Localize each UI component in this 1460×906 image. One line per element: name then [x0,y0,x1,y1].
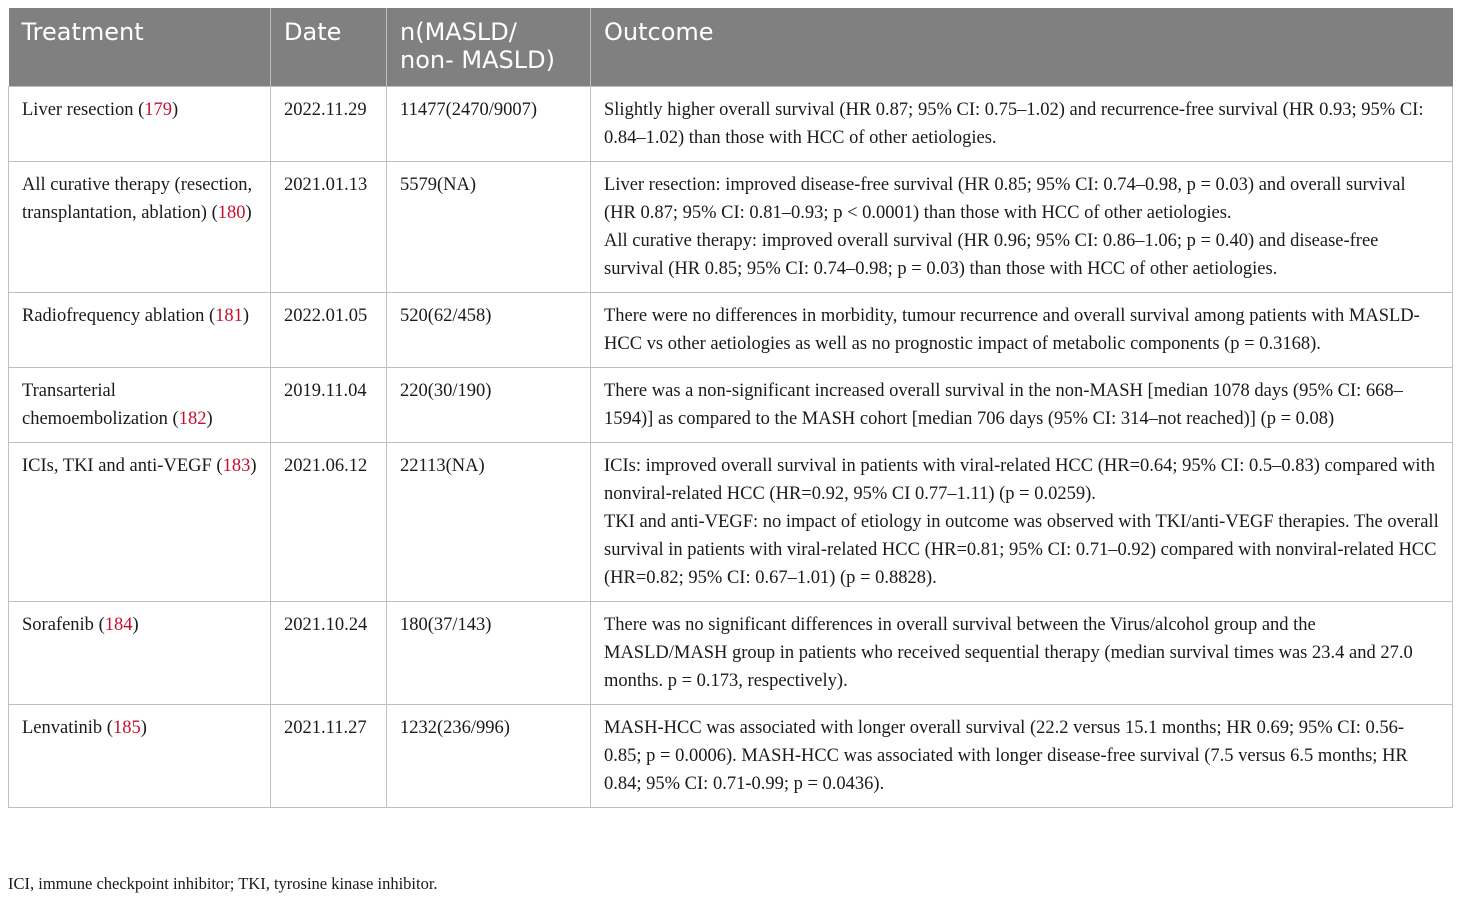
cell-n: 1232(236/996) [387,705,591,808]
table-row [9,293,1453,368]
cell-treatment: Radiofrequency ablation (181) [9,293,271,368]
table-row [9,443,1453,602]
cell-n: 180(37/143) [387,602,591,705]
cell-treatment: Transarterial chemoembolization (182) [9,368,271,443]
cell-outcome [591,368,1453,443]
cell-treatment: Sorafenib (184) [9,602,271,705]
treatment-name: ICIs, TKI and anti-VEGF [22,456,212,476]
outcome-paragraph: There was a non-significant increased overall survival in the non-MASH [median 1078 days (95% CI: 668–1594)] as compared to the MASH cohort [median 706 days (95% CI: 314–not reached)] (p = 0.08) [604,381,1403,429]
table-row [9,162,1453,293]
table-row [9,602,1453,705]
reference-link[interactable]: 183 [222,456,251,476]
table-row [9,368,1453,443]
outcome-paragraph: All curative therapy: improved overall survival (HR 0.96; 95% CI: 0.86–1.06; p = 0.40) and disease-free survival (HR 0.85; 95% CI: 0.74–0.98; p = 0.03) than those with HCC of other aetiologies. [604,231,1379,279]
reference-link[interactable]: 181 [215,306,243,326]
cell-date: 2022.11.29 [271,87,387,162]
reference-link[interactable]: 180 [217,203,246,223]
treatment-name: Liver resection [22,100,134,120]
table-row [9,705,1453,808]
outcome-paragraph: There was no significant differences in overall survival between the Virus/alcohol group and the MASLD/MASH group in patients who received sequential therapy (median survival times was 23.4 and 27.0 months. p = 0.173, respectively). [604,615,1413,691]
cell-outcome [591,162,1453,293]
outcome-paragraph: MASH-HCC was associated with longer overall survival (22.2 versus 15.1 months; HR 0.69; 95% CI: 0.56-0.85; p = 0.0006). MASH-HCC was associated with longer disease-free survival (7.5 versus 6.5 months; HR 0.84; 95% CI: 0.71-0.99; p = 0.0436). [604,718,1408,794]
cell-outcome [591,443,1453,602]
cell-n: 22113(NA) [387,443,591,602]
outcome-paragraph: ICIs: improved overall survival in patients with viral-related HCC (HR=0.64; 95% CI: 0.5–0.83) compared with nonviral-related HCC (HR=0.92, 95% CI 0.77–1.11) (p = 0.0259). [604,456,1435,504]
cell-outcome [591,87,1453,162]
treatment-name: All curative therapy (resection, transplantation, ablation) [22,175,253,223]
treatment-name: Sorafenib [22,615,94,635]
cell-outcome [591,705,1453,808]
cell-n: 520(62/458) [387,293,591,368]
cell-n: 5579(NA) [387,162,591,293]
cell-date: 2021.10.24 [271,602,387,705]
cell-date: 2021.06.12 [271,443,387,602]
treatment-name: Lenvatinib [22,718,103,738]
table-footnote: ICI, immune checkpoint inhibitor; TKI, tyrosine kinase inhibitor. [8,874,438,893]
cell-outcome [591,602,1453,705]
treatment-name: Transarterial chemoembolization [22,381,168,429]
cell-date: 2022.01.05 [271,293,387,368]
header-outcome: Outcome [591,8,1453,87]
cell-treatment: All curative therapy (resection, transplantation, ablation) (180) [9,162,271,293]
reference-link[interactable]: 182 [178,409,207,429]
treatment-outcomes-table [8,8,1453,808]
table-header-row [9,8,1453,87]
cell-treatment: Lenvatinib (185) [9,705,271,808]
cell-date: 2021.01.13 [271,162,387,293]
treatment-name: Radiofrequency ablation [22,306,205,326]
cell-n: 220(30/190) [387,368,591,443]
outcome-paragraph: Liver resection: improved disease-free survival (HR 0.85; 95% CI: 0.74–0.98, p = 0.03) and overall survival (HR 0.87; 95% CI: 0.81–0.93; p < 0.0001) than those with HCC of other aetiologies. [604,175,1406,223]
outcome-paragraph: Slightly higher overall survival (HR 0.87; 95% CI: 0.75–1.02) and recurrence-free survival (HR 0.93; 95% CI: 0.84–1.02) than those with HCC of other aetiologies. [604,100,1424,148]
cell-treatment: Liver resection (179) [9,87,271,162]
reference-link[interactable]: 179 [144,100,173,120]
outcome-paragraph: TKI and anti-VEGF: no impact of etiology in outcome was observed with TKI/anti-VEGF therapies. The overall survival in patients with viral-related HCC (HR=0.81; 95% CI: 0.71–0.92) compared with nonviral-related HCC (HR=0.82; 95% CI: 0.67–1.01) (p = 0.8828). [604,512,1439,588]
table-container [8,8,1452,808]
header-date: Date [271,8,387,87]
header-n: n(MASLD/ non- MASLD) [387,8,591,87]
cell-date: 2021.11.27 [271,705,387,808]
header-treatment: Treatment [9,8,271,87]
outcome-paragraph: There were no differences in morbidity, tumour recurrence and overall survival among patients with MASLD-HCC vs other aetiologies as well as no prognostic impact of metabolic components (p = 0.3168). [604,306,1420,354]
table-row [9,87,1453,162]
cell-outcome [591,293,1453,368]
cell-treatment: ICIs, TKI and anti-VEGF (183) [9,443,271,602]
reference-link[interactable]: 184 [104,615,133,635]
cell-date: 2019.11.04 [271,368,387,443]
cell-n: 11477(2470/9007) [387,87,591,162]
reference-link[interactable]: 185 [112,718,141,738]
